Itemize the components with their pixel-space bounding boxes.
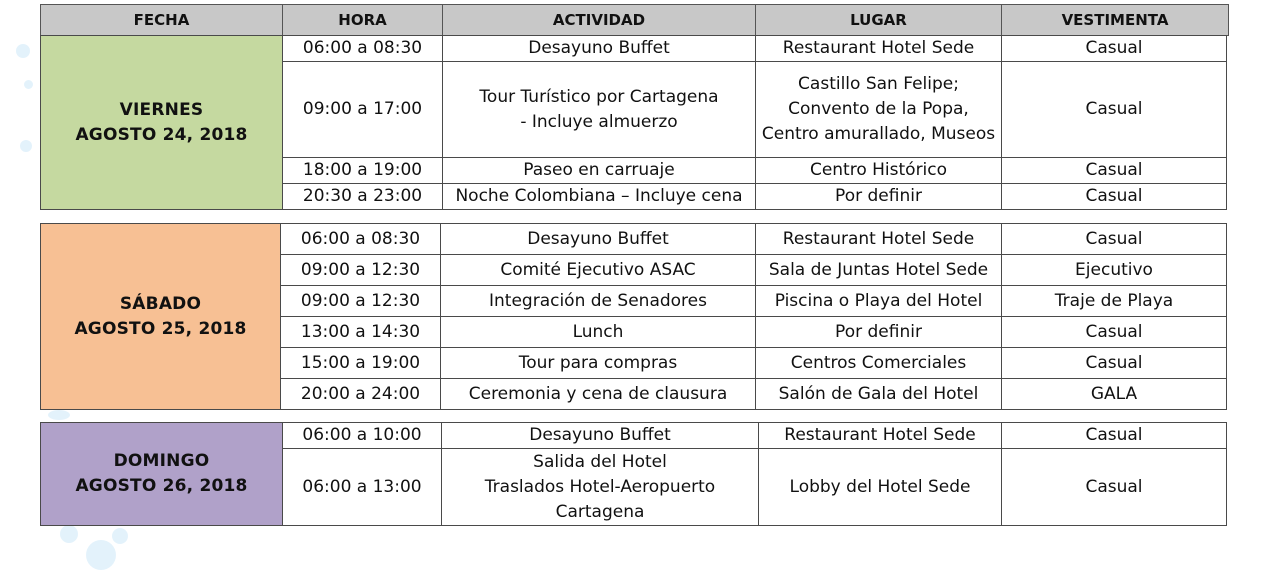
place-cell: Por definir [756,184,1002,210]
day-table-friday [40,35,1227,210]
day-label-saturday [41,224,281,410]
day-label-sunday [41,423,283,526]
time-cell: 06:00 a 08:30 [283,36,443,62]
decorative-bubble [24,80,33,89]
time-cell: 15:00 a 19:00 [281,348,441,379]
place-cell: Restaurant Hotel Sede [759,423,1002,449]
day-name: DOMINGO [113,451,210,471]
activity-line: Tour Turístico por Cartagena [479,86,719,107]
place-cell: Centro Histórico [756,158,1002,184]
day-table-sunday [40,422,1227,526]
time-cell: 06:00 a 08:30 [281,224,441,255]
activity-cell: Ceremonia y cena de clausura [441,379,756,410]
day-date: AGOSTO 25, 2018 [74,318,247,339]
place-cell: Lobby del Hotel Sede [759,449,1002,526]
decorative-bubble [86,540,116,570]
time-cell: 06:00 a 13:00 [283,449,442,526]
activity-line: Salida del Hotel [533,451,667,472]
attire-cell: Traje de Playa [1002,286,1227,317]
activity-line: Traslados Hotel-Aeropuerto [484,476,716,497]
attire-cell: Ejecutivo [1002,255,1227,286]
day-label-friday [41,36,283,210]
day-table-saturday [40,223,1227,410]
header-actividad: ACTIVIDAD [443,5,756,36]
attire-cell: Casual [1002,184,1227,210]
activity-cell: Noche Colombiana – Incluye cena [443,184,756,210]
time-cell: 09:00 a 17:00 [283,62,443,158]
activity-cell [442,449,759,526]
time-cell: 13:00 a 14:30 [281,317,441,348]
decorative-bubble [60,525,78,543]
decorative-bubble [16,44,30,58]
activity-cell [443,62,756,158]
time-cell: 09:00 a 12:30 [281,286,441,317]
place-cell: Sala de Juntas Hotel Sede [756,255,1002,286]
decorative-bubble [48,410,70,420]
activity-cell: Desayuno Buffet [443,36,756,62]
header-lugar: LUGAR [756,5,1002,36]
day-date: AGOSTO 24, 2018 [75,124,248,145]
place-line: Centro amurallado, Museos [761,124,996,144]
activity-cell: Paseo en carruaje [443,158,756,184]
decorative-bubble [20,140,32,152]
activity-cell: Comité Ejecutivo ASAC [441,255,756,286]
attire-cell: Casual [1002,36,1227,62]
time-cell: 20:00 a 24:00 [281,379,441,410]
activity-cell: Lunch [441,317,756,348]
time-cell: 18:00 a 19:00 [283,158,443,184]
header-hora: HORA [283,5,443,36]
place-cell: Piscina o Playa del Hotel [756,286,1002,317]
day-date: AGOSTO 26, 2018 [75,476,248,496]
place-cell: Centros Comerciales [756,348,1002,379]
time-cell: 09:00 a 12:30 [281,255,441,286]
activity-cell: Integración de Senadores [441,286,756,317]
attire-cell: Casual [1002,423,1227,449]
time-cell: 20:30 a 23:00 [283,184,443,210]
day-name: SÁBADO [119,293,202,314]
attire-cell: Casual [1002,62,1227,158]
attire-cell: Casual [1002,317,1227,348]
activity-line: - Incluye almuerzo [520,111,678,132]
decorative-bubble [112,528,128,544]
place-cell: Salón de Gala del Hotel [756,379,1002,410]
place-line: Castillo San Felipe; [798,74,959,94]
header-vestimenta: VESTIMENTA [1002,5,1229,36]
place-cell [756,62,1002,158]
place-cell: Por definir [756,317,1002,348]
activity-cell: Desayuno Buffet [441,224,756,255]
schedule-header [40,4,1229,36]
attire-cell: GALA [1002,379,1227,410]
time-cell: 06:00 a 10:00 [283,423,442,449]
activity-line: Cartagena [555,501,645,522]
place-line: Convento de la Popa, [788,99,969,119]
activity-cell: Tour para compras [441,348,756,379]
attire-cell: Casual [1002,224,1227,255]
header-fecha: FECHA [41,5,283,36]
place-cell: Restaurant Hotel Sede [756,224,1002,255]
day-name: VIERNES [119,99,204,120]
attire-cell: Casual [1002,158,1227,184]
attire-cell: Casual [1002,449,1227,526]
place-cell: Restaurant Hotel Sede [756,36,1002,62]
attire-cell: Casual [1002,348,1227,379]
activity-cell: Desayuno Buffet [442,423,759,449]
